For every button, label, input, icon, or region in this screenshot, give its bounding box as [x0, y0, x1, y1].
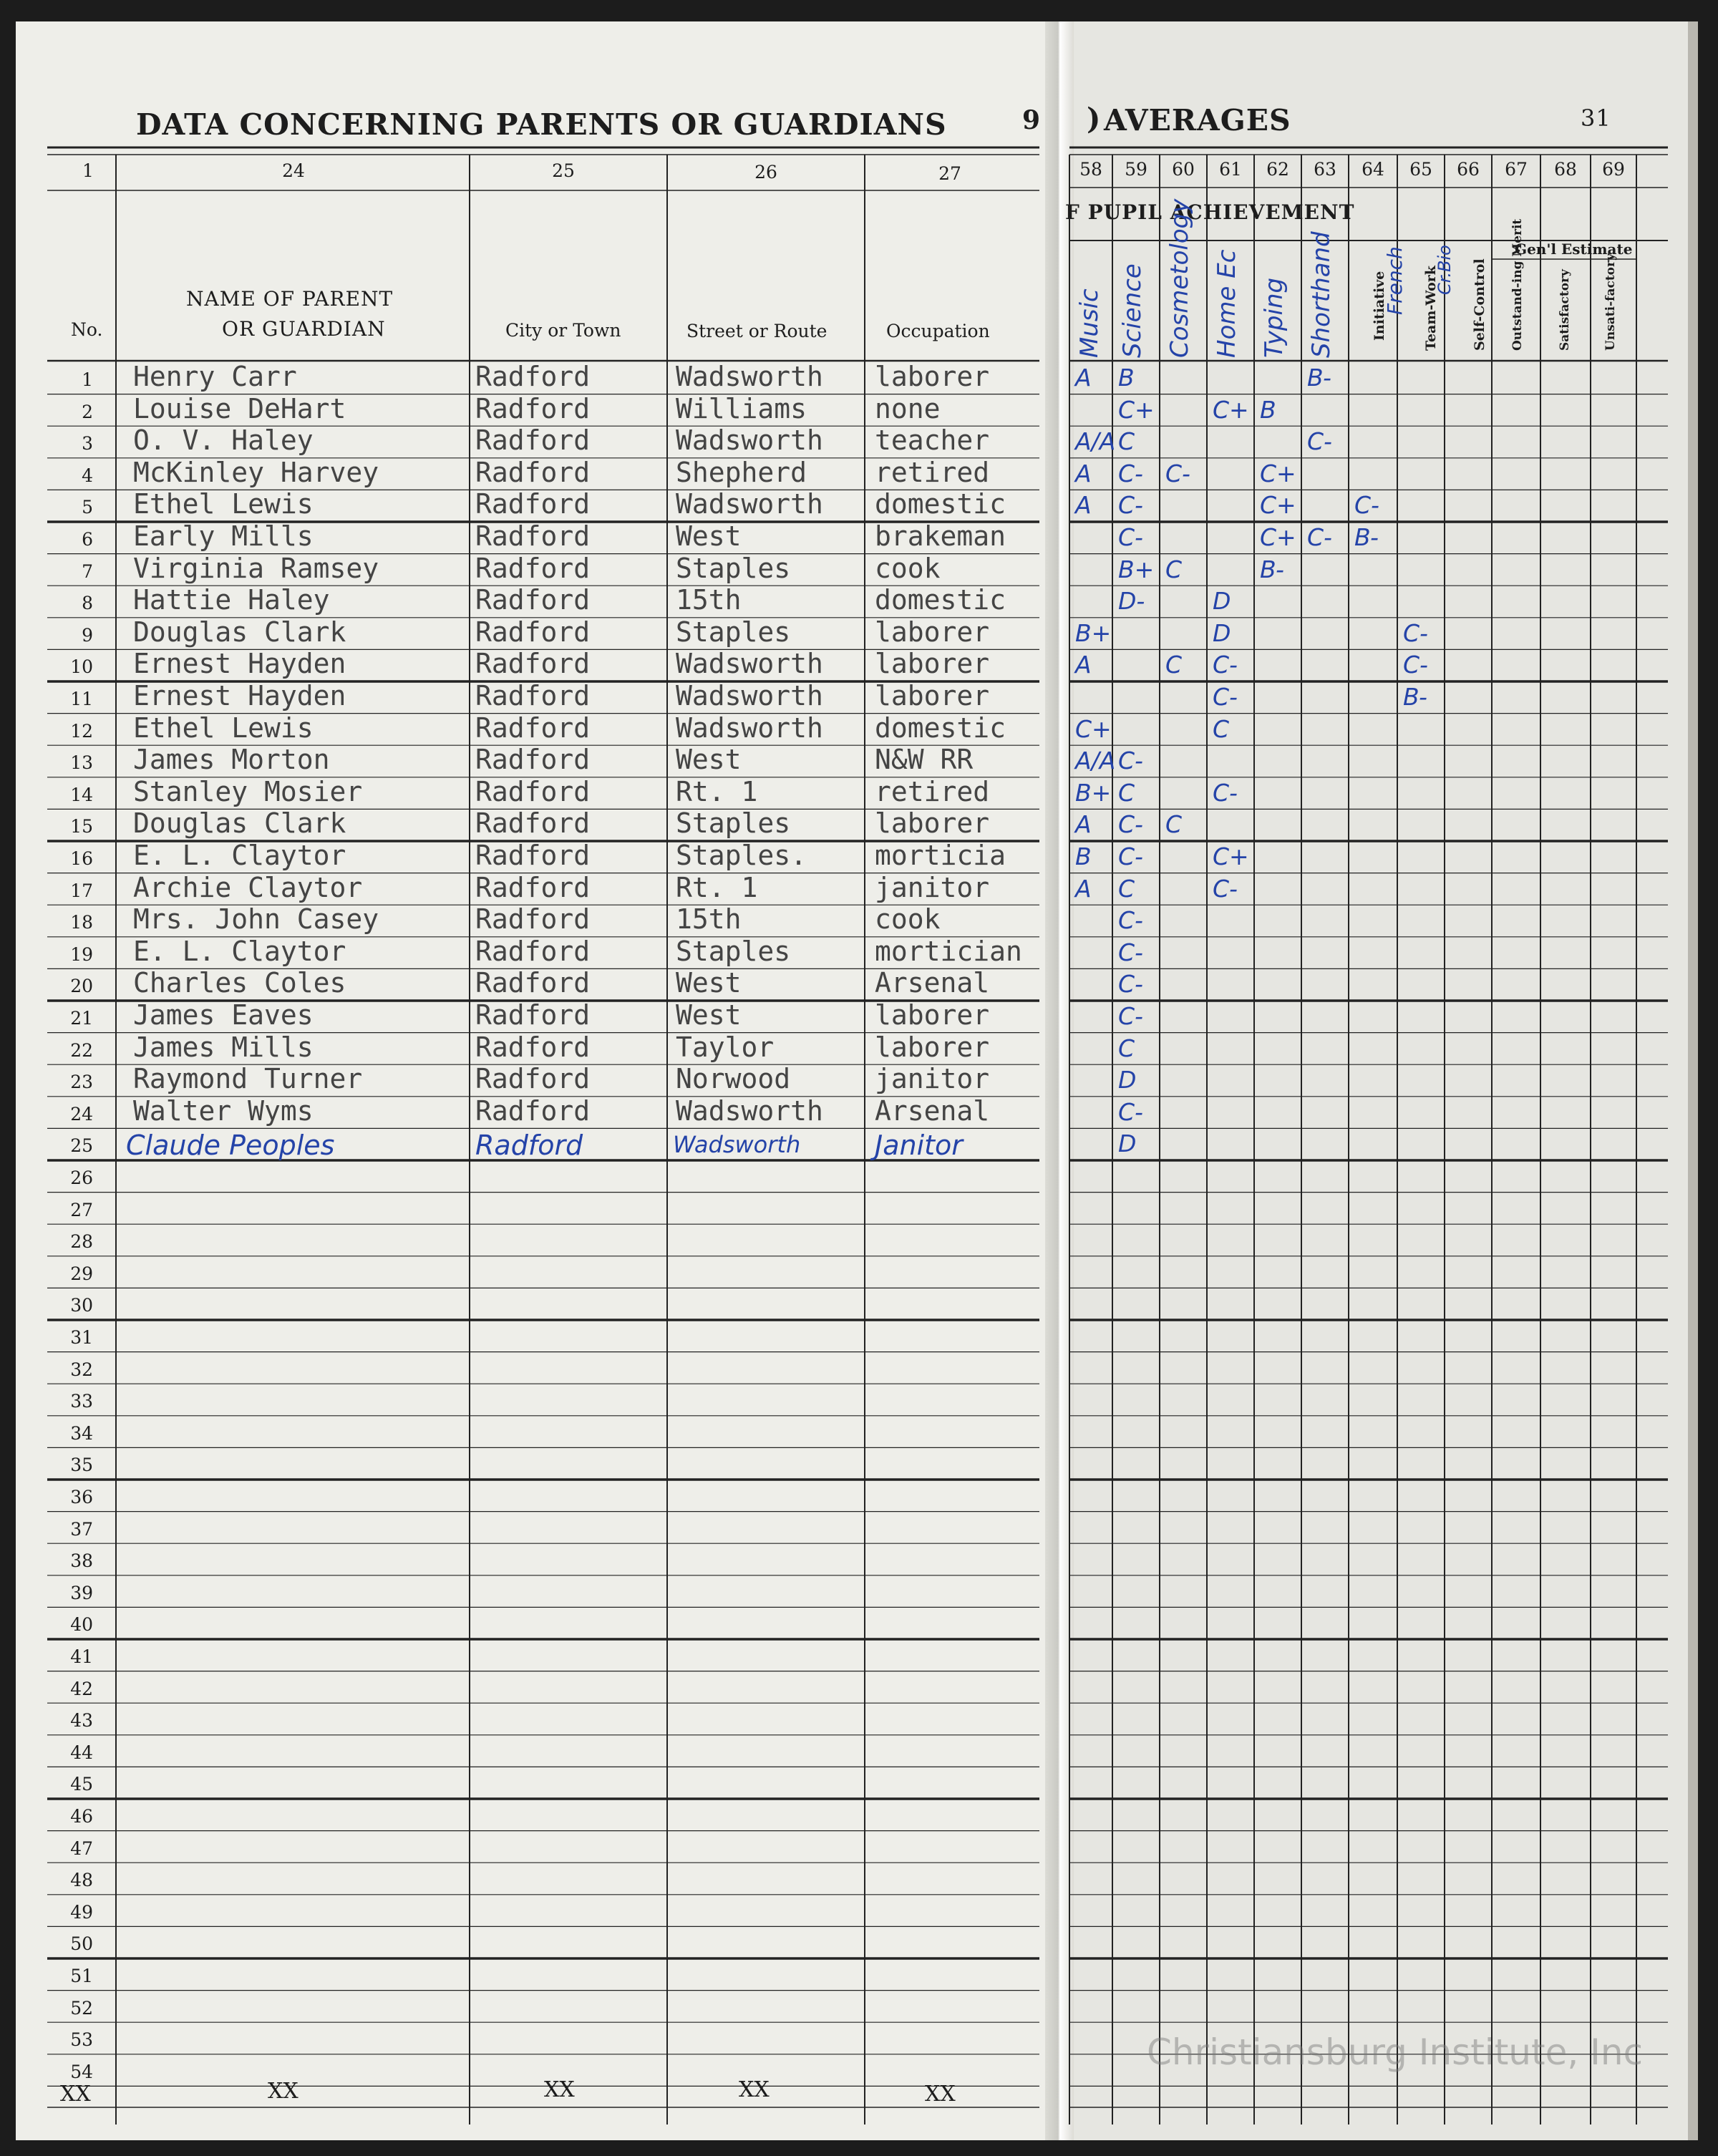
grade-cell: C- [1213, 683, 1238, 711]
parent-city: Radford [475, 1063, 591, 1095]
row-number: 19 [70, 943, 93, 965]
row-number: 20 [70, 976, 93, 997]
right-title-fragment: ) [1087, 102, 1102, 136]
french-note: French [1383, 246, 1407, 315]
parent-name: Hattie Haley [133, 584, 330, 616]
parent-city: Radford [475, 871, 591, 903]
parent-occupation: N&W RR [875, 744, 974, 776]
grade-cell: C- [1403, 618, 1428, 647]
right-page-title: AVERAGES [1104, 103, 1291, 137]
parent-name: Charles Coles [133, 967, 346, 999]
parent-city: Radford [475, 456, 591, 488]
left-title-fragment: 9 [1022, 105, 1042, 135]
row-number: 36 [70, 1487, 93, 1507]
parent-street: West [676, 520, 742, 552]
parent-street: Wadsworth [676, 680, 823, 712]
parent-occupation: cook [875, 552, 941, 584]
row-number: 50 [70, 1933, 93, 1955]
row-number: 8 [82, 593, 93, 614]
grade-cell: C- [1118, 843, 1143, 870]
parent-name: Claude Peoples [126, 1130, 335, 1162]
row-number: 33 [70, 1391, 93, 1412]
parent-street: Staples. [676, 840, 807, 871]
parent-city: Radford [475, 807, 591, 840]
parent-name: James Eaves [133, 999, 314, 1031]
col-number-1: 1 [82, 160, 94, 181]
right-col-number: 62 [1266, 159, 1289, 180]
parent-name: Walter Wyms [133, 1094, 314, 1127]
grade-cell: B- [1307, 364, 1331, 392]
header-no: No. [71, 319, 103, 340]
row-number: 53 [70, 2029, 93, 2051]
parent-city: Radford [475, 584, 591, 616]
col-number-24: 24 [282, 160, 305, 181]
parent-name: Raymond Turner [133, 1063, 363, 1095]
parent-name: Henry Carr [133, 361, 297, 392]
footer-no: XX [60, 2082, 91, 2107]
parent-street: Taylor [676, 1031, 775, 1063]
grade-cell: B- [1354, 523, 1379, 551]
grade-cell: C- [1118, 970, 1143, 999]
grade-cell: D [1213, 587, 1231, 616]
right-col-number: 61 [1219, 159, 1242, 180]
parent-name: Ethel Lewis [133, 712, 314, 744]
parent-occupation: Janitor [875, 1130, 963, 1162]
grade-cell: A [1075, 491, 1092, 520]
subject-header: Science [1118, 263, 1147, 358]
parent-city: Radford [475, 775, 591, 807]
grade-cell: B [1118, 364, 1135, 392]
parent-street: Shepherd [676, 456, 807, 488]
row-number: 1 [82, 369, 93, 390]
right-col-number: 60 [1172, 159, 1195, 180]
parent-street: Wadsworth [676, 712, 823, 744]
parent-street: Wadsworth [676, 424, 823, 457]
header-name-line1: NAME OF PARENT [186, 287, 394, 311]
grade-cell: C [1165, 651, 1183, 679]
parent-street: Norwood [676, 1063, 791, 1095]
parent-name: James Morton [133, 744, 330, 776]
parent-name: Mrs. John Casey [133, 903, 379, 936]
parent-name: Douglas Clark [133, 807, 346, 840]
header-occupation: Occupation [886, 321, 990, 341]
parent-name: Ethel Lewis [133, 488, 314, 520]
parent-city: Radford [475, 616, 591, 648]
parent-occupation: Arsenal [875, 967, 990, 999]
parent-city: Radford [475, 648, 591, 680]
page-number: 31 [1581, 105, 1611, 132]
row-number: 4 [82, 465, 93, 486]
gen-estimate-header: Gen'l Estimate [1515, 241, 1633, 258]
grade-cell: C- [1307, 523, 1332, 551]
row-number: 9 [82, 624, 93, 646]
grade-cell: C- [1118, 938, 1143, 966]
parent-name: O. V. Haley [133, 424, 314, 457]
footer-col25: XX [544, 2077, 575, 2102]
footer-col26: XX [739, 2077, 770, 2102]
row-number: 5 [82, 497, 93, 518]
unsatisfactory-header: Unsati-factory [1603, 253, 1618, 351]
subject-header: Shorthand [1307, 231, 1336, 358]
parent-city: Radford [475, 935, 591, 967]
parent-city: Radford [475, 520, 591, 552]
subject-header: Home Ec [1213, 249, 1241, 358]
grade-cell: C+ [1260, 459, 1296, 487]
parent-name: E. L. Claytor [133, 840, 346, 871]
grade-cell: C- [1118, 1002, 1143, 1030]
grade-cell: C- [1118, 1097, 1143, 1126]
row-number: 18 [70, 912, 93, 933]
grade-cell: A [1075, 364, 1092, 392]
grade-cell: A/A [1075, 427, 1116, 456]
row-number: 25 [70, 1135, 93, 1157]
subject-header: Music [1075, 288, 1104, 358]
grade-cell: C [1118, 427, 1135, 456]
parent-occupation: cook [875, 903, 941, 936]
grade-cell: C+ [1213, 843, 1249, 870]
row-number: 48 [70, 1870, 93, 1891]
parent-street: Staples [676, 935, 791, 967]
right-col-number: 66 [1457, 159, 1480, 180]
grade-cell: C [1165, 555, 1183, 583]
col-number-27: 27 [938, 163, 961, 184]
grade-cell: A [1075, 810, 1092, 839]
parent-name: E. L. Claytor [133, 935, 346, 967]
row-number: 35 [70, 1455, 93, 1476]
grade-cell: C- [1118, 810, 1143, 839]
parent-city: Radford [475, 744, 591, 776]
parent-occupation: laborer [875, 1031, 990, 1063]
row-number: 16 [70, 848, 93, 869]
row-number: 38 [70, 1550, 93, 1572]
row-number: 23 [70, 1072, 93, 1093]
row-number: 45 [70, 1774, 93, 1795]
grade-cell: C [1118, 778, 1135, 807]
grade-cell: C- [1118, 491, 1143, 520]
parent-name: Virginia Ramsey [133, 552, 379, 584]
row-number: 27 [70, 1199, 93, 1220]
parent-city: Radford [475, 712, 591, 744]
grade-cell: C [1165, 810, 1183, 839]
satisfactory-header: Satisfactory [1558, 269, 1572, 351]
parent-street: West [676, 967, 742, 999]
parent-occupation: domestic [875, 712, 1006, 744]
row-number: 3 [82, 433, 93, 455]
grade-cell: C+ [1260, 491, 1296, 520]
parent-occupation: domestic [875, 488, 1006, 520]
grade-cell: A [1075, 651, 1092, 679]
row-number: 28 [70, 1231, 93, 1253]
row-number: 26 [70, 1167, 93, 1188]
parent-street: West [676, 744, 742, 776]
grade-cell: B [1075, 843, 1092, 870]
footer-col24: XX [268, 2079, 299, 2104]
parent-name: Ernest Hayden [133, 680, 346, 712]
right-col-number: 67 [1505, 159, 1528, 180]
initiative-header: Initiative [1372, 271, 1387, 341]
parent-street: Wadsworth [676, 488, 823, 520]
self-control-header: Self-Control [1472, 258, 1488, 351]
subject-header: Cosmetology [1165, 198, 1194, 358]
row-number: 10 [70, 656, 93, 678]
grade-cell: D [1213, 618, 1231, 647]
grade-cell: C- [1118, 523, 1143, 551]
parent-street: Wadsworth [676, 361, 823, 392]
grade-cell: C+ [1118, 395, 1155, 424]
grade-cell: C [1213, 714, 1230, 743]
grade-cell: C- [1307, 427, 1332, 456]
row-number: 32 [70, 1359, 93, 1380]
parent-occupation: retired [875, 456, 990, 488]
right-col-number: 64 [1362, 159, 1384, 180]
grade-cell: C+ [1075, 714, 1112, 743]
right-col-number: 68 [1554, 159, 1577, 180]
parent-street: Rt. 1 [676, 871, 758, 903]
grade-cell: A [1075, 874, 1092, 903]
grade-cell: B+ [1118, 555, 1155, 583]
parent-street: Williams [676, 392, 807, 424]
row-number: 21 [70, 1008, 93, 1029]
parent-street: Staples [676, 616, 791, 648]
parent-city: Radford [475, 1130, 583, 1162]
parent-city: Radford [475, 967, 591, 999]
parent-name: Stanley Mosier [133, 775, 363, 807]
parent-occupation: mortician [875, 935, 1022, 967]
parent-street: 15th [676, 903, 742, 936]
parent-occupation: laborer [875, 999, 990, 1031]
row-number: 11 [70, 689, 93, 709]
parent-name: James Mills [133, 1031, 314, 1063]
row-number: 46 [70, 1806, 93, 1827]
row-number: 24 [70, 1103, 93, 1125]
grade-cell: C- [1118, 459, 1143, 487]
grade-cell: C [1118, 874, 1135, 903]
row-number: 37 [70, 1518, 93, 1540]
parent-name: Louise DeHart [133, 392, 346, 424]
parent-occupation: janitor [875, 871, 990, 903]
grade-cell: D [1118, 1130, 1137, 1158]
parent-street: Rt. 1 [676, 775, 758, 807]
grade-cell: B- [1260, 555, 1284, 583]
parent-city: Radford [475, 1094, 591, 1127]
row-number: 12 [70, 720, 93, 742]
parent-occupation: laborer [875, 616, 990, 648]
parent-street: Wadsworth [673, 1131, 801, 1159]
row-number: 39 [70, 1582, 93, 1603]
row-number: 54 [70, 2061, 93, 2082]
grade-cell: C- [1213, 874, 1238, 903]
parent-street: Wadsworth [676, 648, 823, 680]
parent-city: Radford [475, 361, 591, 392]
grade-cell: D- [1118, 587, 1145, 616]
row-number: 42 [70, 1678, 93, 1699]
row-number: 29 [70, 1263, 93, 1284]
parent-occupation: laborer [875, 648, 990, 680]
subject-header: Typing [1260, 277, 1288, 358]
parent-occupation: laborer [875, 680, 990, 712]
grade-cell: D [1118, 1066, 1137, 1094]
row-number: 6 [82, 529, 93, 550]
parent-occupation: brakeman [875, 520, 1006, 552]
right-col-number: 58 [1079, 159, 1102, 180]
row-number: 15 [70, 816, 93, 837]
grade-cell: A [1075, 459, 1092, 487]
parent-name: Archie Claytor [133, 871, 363, 903]
achievement-section-title: F PUPIL ACHIEVEMENT [1065, 200, 1355, 224]
row-number: 34 [70, 1422, 93, 1444]
parent-city: Radford [475, 903, 591, 936]
parent-city: Radford [475, 488, 591, 520]
grade-cell: C+ [1260, 523, 1296, 551]
parent-occupation: teacher [875, 424, 990, 457]
parent-occupation: retired [875, 775, 990, 807]
grade-cell: C+ [1213, 395, 1249, 424]
grade-cell: B+ [1075, 778, 1112, 807]
grade-cell: A/A [1075, 747, 1116, 775]
parent-name: McKinley Harvey [133, 456, 379, 488]
parent-city: Radford [475, 999, 591, 1031]
parent-city: Radford [475, 840, 591, 871]
row-number: 47 [70, 1837, 93, 1859]
parent-street: West [676, 999, 742, 1031]
left-page-title: DATA CONCERNING PARENTS OR GUARDIANS [136, 107, 947, 142]
parent-city: Radford [475, 392, 591, 424]
grade-cell: C- [1118, 906, 1143, 935]
parent-city: Radford [475, 424, 591, 457]
right-col-number: 69 [1602, 159, 1625, 180]
row-number: 51 [70, 1966, 93, 1986]
grade-cell: C- [1403, 651, 1428, 679]
row-number: 49 [70, 1901, 93, 1923]
team-work-header: Team-Work [1423, 266, 1439, 351]
parent-occupation: domestic [875, 584, 1006, 616]
row-number: 31 [70, 1327, 93, 1348]
grade-cell: B+ [1075, 618, 1112, 647]
parent-street: Staples [676, 807, 791, 840]
row-number: 52 [70, 1997, 93, 2019]
parent-street: Staples [676, 552, 791, 584]
row-number: 13 [70, 752, 93, 774]
parent-occupation: Arsenal [875, 1094, 990, 1127]
row-number: 41 [70, 1646, 93, 1667]
parent-street: Wadsworth [676, 1094, 823, 1127]
grade-cell: C- [1213, 651, 1238, 679]
header-street: Street or Route [686, 321, 828, 341]
right-col-number: 59 [1125, 159, 1147, 180]
row-number: 22 [70, 1039, 93, 1061]
row-number: 2 [82, 401, 93, 422]
grade-cell: B [1260, 395, 1276, 424]
header-name-line2: OR GUARDIAN [222, 317, 386, 341]
parent-occupation: laborer [875, 807, 990, 840]
row-number: 43 [70, 1710, 93, 1732]
row-number: 44 [70, 1742, 93, 1763]
row-number: 7 [82, 560, 93, 582]
right-col-number: 65 [1409, 159, 1432, 180]
watermark: Christiansburg Institute, Inc [1147, 2031, 1644, 2073]
row-number: 30 [70, 1295, 93, 1316]
parent-street: 15th [676, 584, 742, 616]
parent-occupation: none [875, 392, 941, 424]
grade-cell: B- [1403, 683, 1427, 711]
outstanding-merit-header: Outstand-ing Merit [1510, 218, 1525, 351]
parent-name: Early Mills [133, 520, 314, 552]
right-col-number: 63 [1314, 159, 1336, 180]
parent-name: Douglas Clark [133, 616, 346, 648]
parent-city: Radford [475, 1031, 591, 1063]
col-number-26: 26 [754, 162, 777, 183]
parent-city: Radford [475, 552, 591, 584]
row-number: 40 [70, 1614, 93, 1636]
parent-name: Ernest Hayden [133, 648, 346, 680]
grade-cell: C- [1118, 747, 1143, 775]
footer-col27: XX [925, 2082, 956, 2107]
parent-occupation: janitor [875, 1063, 990, 1095]
col-number-25: 25 [552, 160, 575, 181]
parent-occupation: morticia [875, 840, 1006, 871]
header-city: City or Town [505, 320, 621, 341]
grade-cell: C- [1165, 459, 1190, 487]
grade-cell: C- [1213, 778, 1238, 807]
crbio-note: Cr.Bio [1435, 245, 1455, 295]
grade-cell: C- [1354, 491, 1379, 520]
row-number: 14 [70, 784, 93, 805]
parent-occupation: laborer [875, 361, 990, 392]
grade-cell: C [1118, 1034, 1135, 1062]
row-number: 17 [70, 880, 93, 901]
parent-city: Radford [475, 680, 591, 712]
